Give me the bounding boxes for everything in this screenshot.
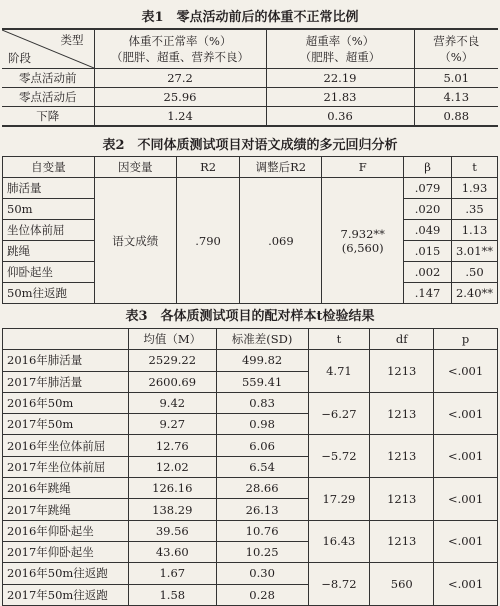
row-label: 2016年仰卧起坐 [3,520,129,541]
p-cell: <.001 [434,478,498,521]
row-label: 下降 [2,107,94,127]
row-label: 零点活动后 [2,88,94,107]
f-value: 7.932** (6,560) [322,178,404,304]
p-cell: <.001 [434,392,498,435]
row-label: 50m往返跑 [3,283,95,304]
df-cell: 560 [370,563,434,606]
cell: 0.88 [414,107,498,127]
mean-cell: 39.56 [128,520,216,541]
row-label: 50m [3,199,95,220]
table3 [2,328,498,606]
header-cell: 超重率（%） （肥胖、超重） [266,29,414,69]
table-row [2,107,498,127]
row-label: 2017年肺活量 [3,371,129,392]
t-cell: 2.40** [452,283,498,304]
header-cell [3,329,129,350]
mean-cell: 2600.69 [128,371,216,392]
t-cell: .35 [452,199,498,220]
header-cell: 标准差(SD) [216,329,308,350]
p-cell: <.001 [434,520,498,563]
row-label: 2017年跳绳 [3,499,129,520]
sd-cell: 499.82 [216,350,308,371]
t-cell: 17.29 [308,478,370,521]
beta-cell: .079 [404,178,452,199]
dependent-variable: 语文成绩 [94,178,176,304]
table2 [2,156,498,304]
df-cell: 1213 [370,435,434,478]
header-cell: 营养不良 （%） [414,29,498,69]
adj-r2-value: .069 [240,178,322,304]
cell: 1.24 [94,107,266,127]
table2-header-row [3,157,498,178]
sd-cell: 10.76 [216,520,308,541]
df-cell: 1213 [370,478,434,521]
corner-label-type: 类型 [60,33,84,47]
df-cell: 1213 [370,350,434,393]
row-label: 2017年仰卧起坐 [3,541,129,562]
table-row [3,520,498,541]
mean-cell: 12.76 [128,435,216,456]
p-cell: <.001 [434,563,498,606]
header-cell: 均值（M） [128,329,216,350]
t-cell: 1.13 [452,220,498,241]
header-cell: β [404,157,452,178]
row-label: 2017年坐位体前屈 [3,456,129,477]
cell: 4.13 [414,88,498,107]
t-cell: −5.72 [308,435,370,478]
t-cell: −8.72 [308,563,370,606]
sd-cell: 0.83 [216,392,308,413]
header-cell: t [452,157,498,178]
row-label: 坐位体前屈 [3,220,95,241]
row-label: 2017年50m往返跑 [3,584,129,605]
table3-title: 表3 各体质测试项目的配对样本t检验结果 [125,309,375,324]
sd-cell: 0.28 [216,584,308,605]
header-cell: R2 [176,157,240,178]
header-cell: 因变量 [94,157,176,178]
t-cell: 4.71 [308,350,370,393]
table-row [3,478,498,499]
mean-cell: 126.16 [128,478,216,499]
header-cell: t [308,329,370,350]
p-cell: <.001 [434,435,498,478]
table1 [2,28,498,127]
mean-cell: 1.67 [128,563,216,584]
cell: 21.83 [266,88,414,107]
cell: 27.2 [94,69,266,88]
row-label: 2016年50m [3,392,129,413]
cell: 25.96 [94,88,266,107]
t-cell: −6.27 [308,392,370,435]
mean-cell: 43.60 [128,541,216,562]
t-cell: 16.43 [308,520,370,563]
header-cell: 自变量 [3,157,95,178]
cell: 5.01 [414,69,498,88]
sd-cell: 6.54 [216,456,308,477]
table1-title: 表1 零点活动前后的体重不正常比例 [141,10,359,25]
t-cell: 1.93 [452,178,498,199]
table-row [2,88,498,107]
row-label: 2016年跳绳 [3,478,129,499]
sd-cell: 0.98 [216,414,308,435]
beta-cell: .049 [404,220,452,241]
mean-cell: 1.58 [128,584,216,605]
table-row [3,563,498,584]
row-label: 2017年50m [3,414,129,435]
table1-header-row [2,29,498,69]
beta-cell: .002 [404,262,452,283]
table-row [2,69,498,88]
sd-cell: 10.25 [216,541,308,562]
df-cell: 1213 [370,520,434,563]
table-row [3,350,498,371]
beta-cell: .020 [404,199,452,220]
row-label: 仰卧起坐 [3,262,95,283]
sd-cell: 28.66 [216,478,308,499]
beta-cell: .015 [404,241,452,262]
mean-cell: 12.02 [128,456,216,477]
header-cell: df [370,329,434,350]
mean-cell: 2529.22 [128,350,216,371]
table1-corner-cell [2,29,94,69]
table-row [3,178,498,199]
header-cell: F [322,157,404,178]
sd-cell: 6.06 [216,435,308,456]
mean-cell: 9.27 [128,414,216,435]
header-cell: 体重不正常率（%） （肥胖、超重、营养不良） [94,29,266,69]
header-cell: p [434,329,498,350]
cell: 22.19 [266,69,414,88]
table-row [3,435,498,456]
t-cell: 3.01** [452,241,498,262]
row-label: 零点活动前 [2,69,94,88]
row-label: 跳绳 [3,241,95,262]
table3-header-row [3,329,498,350]
cell: 0.36 [266,107,414,127]
row-label: 2016年肺活量 [3,350,129,371]
row-label: 2016年50m往返跑 [3,563,129,584]
mean-cell: 138.29 [128,499,216,520]
p-cell: <.001 [434,350,498,393]
table-row [3,392,498,413]
row-label: 肺活量 [3,178,95,199]
sd-cell: 0.30 [216,563,308,584]
r2-value: .790 [176,178,240,304]
sd-cell: 559.41 [216,371,308,392]
df-cell: 1213 [370,392,434,435]
corner-label-stage: 阶段 [8,51,31,65]
row-label: 2016年坐位体前屈 [3,435,129,456]
table2-title: 表2 不同体质测试项目对语文成绩的多元回归分析 [102,138,398,153]
sd-cell: 26.13 [216,499,308,520]
t-cell: .50 [452,262,498,283]
beta-cell: .147 [404,283,452,304]
header-cell: 调整后R2 [240,157,322,178]
mean-cell: 9.42 [128,392,216,413]
